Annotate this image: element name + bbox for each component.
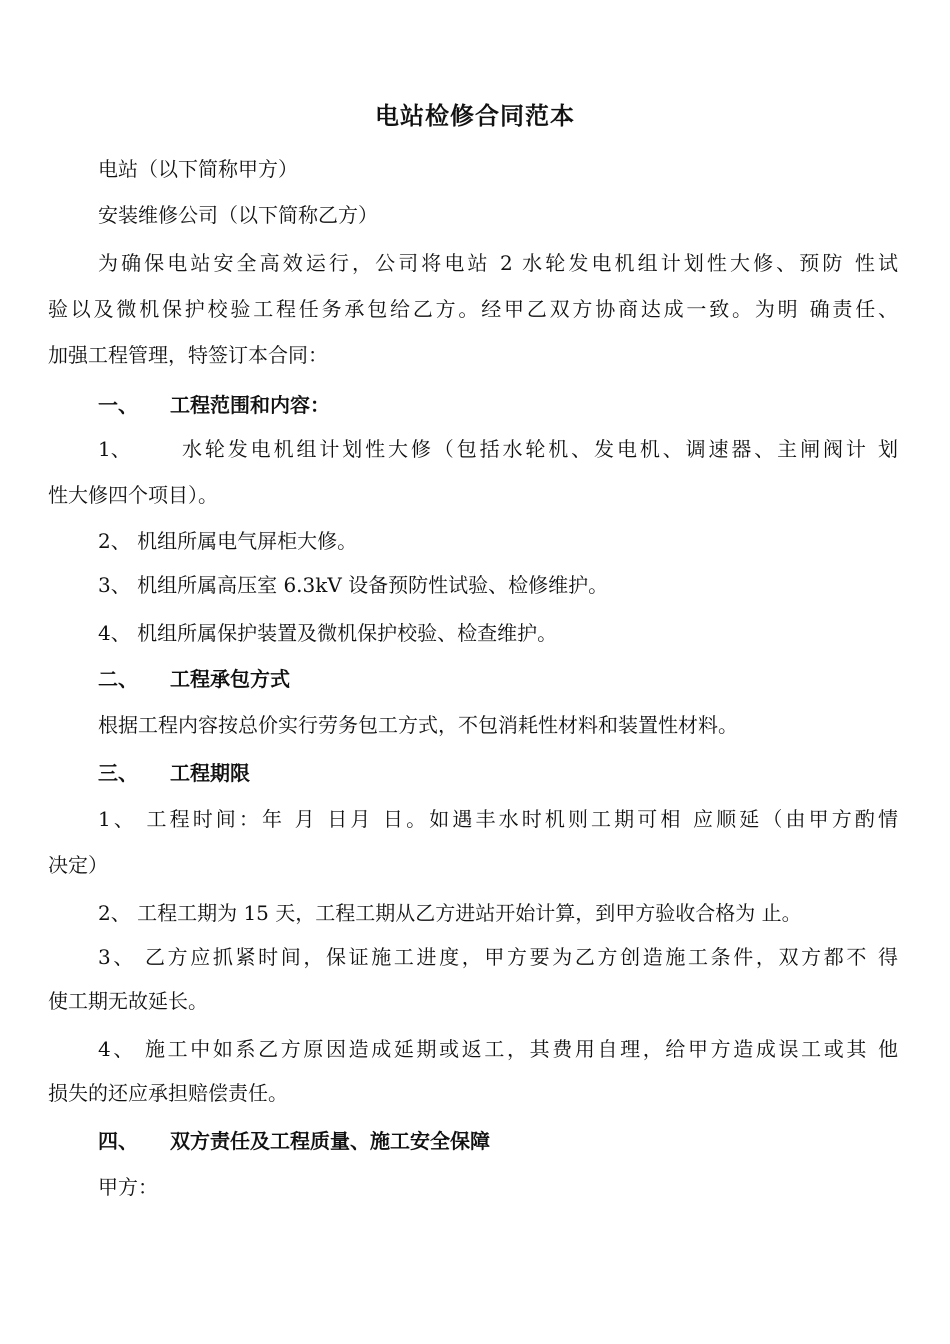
intro-line-1: 为确保电站安全高效运行，公司将电站 2 水轮发电机组计划性大修、预防 性试 xyxy=(98,251,898,275)
section-3-item-4-line-1: 4、 施工中如系乙方原因造成延期或返工，其费用自理，给甲方造成误工或其 他 xyxy=(98,1037,898,1061)
section-3-item-2: 2、 工程工期为 15 天，工程工期从乙方进站开始计算，到甲方验收合格为 止。 xyxy=(98,901,802,925)
document-title: 电站检修合同范本 xyxy=(375,102,575,130)
party-a-line: 电站（以下简称甲方） xyxy=(98,157,298,181)
section-3-item-1-line-2: 决定） xyxy=(48,853,108,877)
section-3-heading: 工程期限 xyxy=(170,761,250,785)
section-3-item-4-line-2: 损失的还应承担赔偿责任。 xyxy=(48,1081,288,1105)
section-3-item-3-line-1: 3、 乙方应抓紧时间，保证施工进度，甲方要为乙方创造施工条件，双方都不 得 xyxy=(98,945,898,969)
party-b-line: 安装维修公司（以下简称乙方） xyxy=(98,203,378,227)
section-3-number: 三、 xyxy=(98,761,138,785)
section-4-heading: 双方责任及工程质量、施工安全保障 xyxy=(170,1129,490,1153)
intro-line-2: 验以及微机保护校验工程任务承包给乙方。经甲乙双方协商达成一致。为明 确责任、 xyxy=(48,297,898,321)
section-1-item-1-line-2: 性大修四个项目）。 xyxy=(48,483,218,507)
section-1-item-3: 3、 机组所属高压室 6.3kV 设备预防性试验、检修维护。 xyxy=(98,573,609,597)
section-1-heading: 工程范围和内容： xyxy=(170,393,330,417)
section-1-item-4: 4、 机组所属保护装置及微机保护校验、检查维护。 xyxy=(98,621,558,645)
section-2-number: 二、 xyxy=(98,667,138,691)
section-1-item-2: 2、 机组所属电气屏柜大修。 xyxy=(98,529,358,553)
section-2-heading: 工程承包方式 xyxy=(170,667,290,691)
section-1-item-1-line-1: 水轮发电机组计划性大修（包括水轮机、发电机、调速器、主闸阀计 划 xyxy=(182,437,898,461)
party-a-label: 甲方： xyxy=(98,1175,158,1199)
section-1-item-1-number: 1、 xyxy=(98,437,131,461)
section-1-number: 一、 xyxy=(98,393,138,417)
intro-line-3: 加强工程管理，特签订本合同： xyxy=(48,343,328,367)
section-3-item-1-line-1: 1、 工程时间：年 月 日月 日。如遇丰水时机则工期可相 应顺延（由甲方酌情 xyxy=(98,807,898,831)
section-3-item-3-line-2: 使工期无故延长。 xyxy=(48,989,208,1013)
section-2-text: 根据工程内容按总价实行劳务包工方式，不包消耗性材料和装置性材料。 xyxy=(98,713,738,737)
section-4-number: 四、 xyxy=(98,1129,138,1153)
